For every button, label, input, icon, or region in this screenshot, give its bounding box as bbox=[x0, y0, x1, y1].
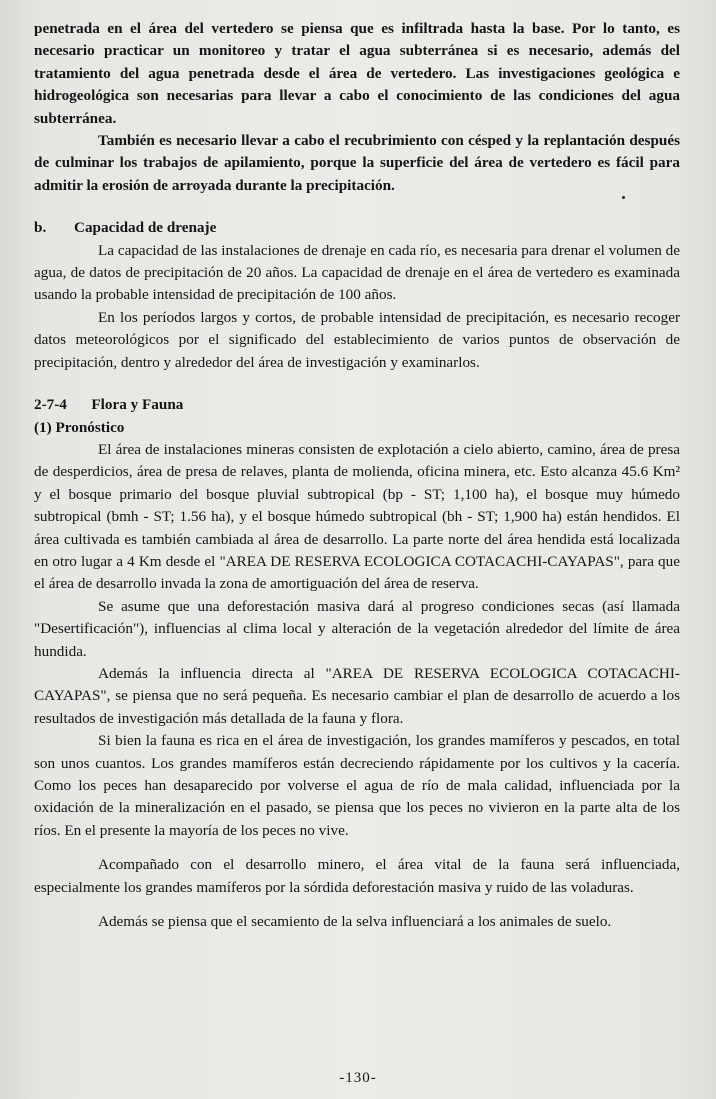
section-274-paragraph-5: Acompañado con el desarrollo minero, el área vital de la fauna será influenciada, especialmente los grandes mamíferos por la sórdida deforestación masiva y ruido de las voladuras. bbox=[34, 856, 680, 896]
page-number: -130- bbox=[339, 1070, 377, 1086]
section-274-number: 2-7-4 bbox=[34, 396, 67, 414]
section-274-paragraph-2: Se asume que una deforestación masiva dará al progreso condiciones secas (así llamada "Desertificación"), influencias al clima local y alteración de la vegetación alrededor del límite de área hundida. bbox=[34, 597, 680, 660]
section-274-title: Flora y Fauna bbox=[91, 396, 184, 414]
section-b-title: Capacidad de drenaje bbox=[74, 219, 217, 237]
section-274-heading bbox=[34, 394, 680, 416]
section-274-paragraph-3: Además la influencia directa al "AREA DE RESERVA ECOLOGICA COTACACHI-CAYAPAS", se piensa que no será pequeña. Es necesario cambiar el plan de desarrollo de acuerdo a los resultados de investigación más detallada de la fauna y flora. bbox=[34, 664, 680, 727]
section-274-paragraph-4: Si bien la fauna es rica en el área de investigación, los grandes mamíferos y pescados, en total son unos cuantos. Los grandes mamíferos están decreciendo rápidamente por los cultivos y la cacería. Como los peces han desaparecido por volverse el agua de río de mala calidad, influenciada por la oxidación de la mineralización en el pasado, se piensa que los peces no vivieron en la parte alta de los ríos. En el presente la mayoría de los peces no vive. bbox=[34, 732, 680, 839]
section-b-letter: b. bbox=[34, 219, 47, 237]
paragraph-top-2: También es necesario llevar a cabo el recubrimiento con césped y la replantación después de culminar los trabajos de apilamiento, porque la superficie del área de vertedero es fácil para admitir la erosión de arroyada durante la precipitación. bbox=[34, 132, 680, 194]
section-274-subheading: (1) Pronóstico bbox=[34, 418, 125, 436]
paragraph-top-1: penetrada en el área del vertedero se piensa que es infiltrada hasta la base. Por lo tanto, es necesario practicar un monitoreo y tratar el agua subterránea si es necesario, además del tratamiento del agua penetrada desde el área de vertedero. Las investigaciones geológica e hidrogeológica son necesarias para llevar a cabo el conocimiento de las condiciones del agua subterránea. bbox=[34, 20, 680, 127]
scan-speck bbox=[622, 196, 625, 199]
section-b-paragraph-1: La capacidad de las instalaciones de drenaje en cada río, es necesaria para drenar el volumen de agua, de datos de precipitación de 20 años. La capacidad de drenaje en el área de vertedero es examinada usando la probable intensidad de precipitación de 100 años. bbox=[34, 241, 680, 304]
section-274-paragraph-6: Además se piensa que el secamiento de la selva influenciará a los animales de suelo. bbox=[98, 913, 612, 931]
section-b-paragraph-2: En los períodos largos y cortos, de probable intensidad de precipitación, es necesario recoger datos meteorológicos por el significado del establecimiento de varios puntos de observación de precipitación, dentro y alrededor del área de investigación y examinarlos. bbox=[34, 308, 680, 371]
document-body bbox=[34, 18, 680, 933]
section-274-paragraph-1: El área de instalaciones mineras consisten de explotación a cielo abierto, camino, área de presa de desperdicios, área de presa de relaves, planta de molienda, oficina minera, etc. Esto alcanza 45.6 Km² y el bosque primario del bosque pluvial subtropical (bp - ST; 1,100 ha), el bosque muy húmedo subtropical (bmh - ST; 1.56 ha), y el bosque húmedo subtropical (bh - ST; 1,900 ha) están hendidos. El área cultivada es también cambiada al área de desarrollo. La parte norte del área hendida está localizada en otro lugar a 4 Km desde el "AREA DE RESERVA ECOLOGICA COTACACHI-CAYAPAS", para que el área de desarrollo invada la zona de amortiguación del área de reserva. bbox=[34, 440, 680, 593]
section-b-heading bbox=[34, 217, 680, 239]
